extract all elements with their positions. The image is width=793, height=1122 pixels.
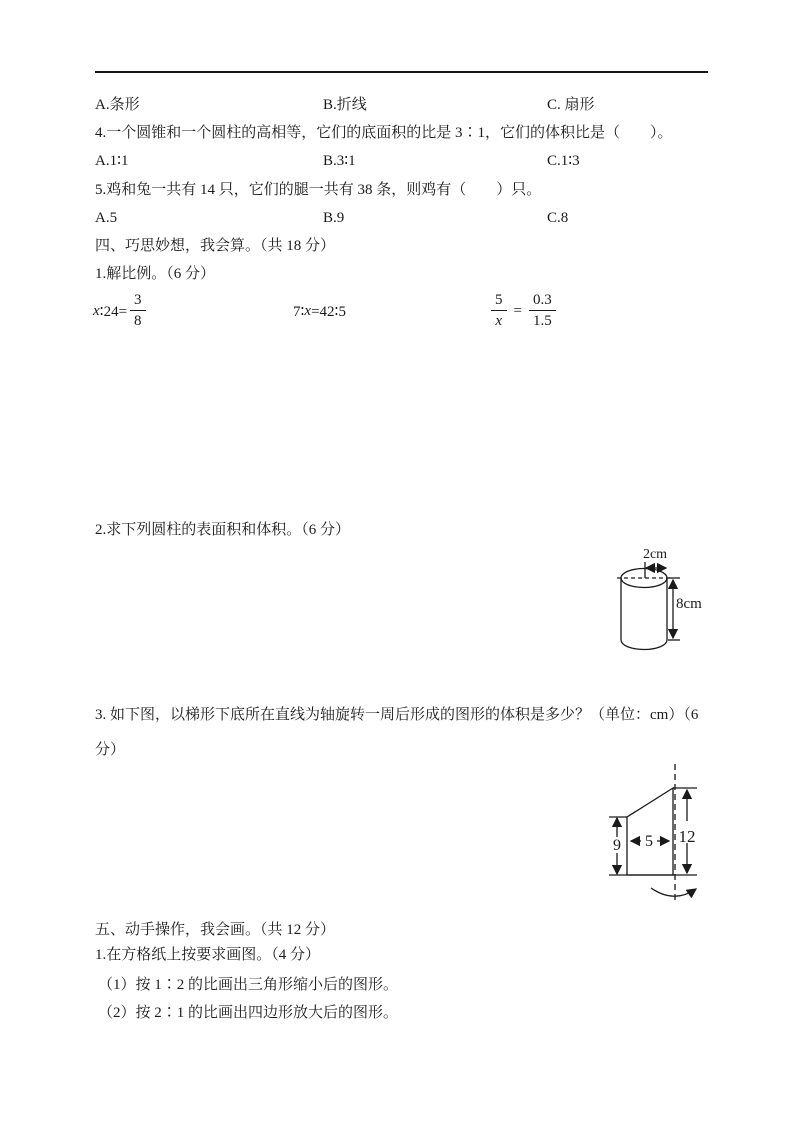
fraction-denominator: x: [495, 313, 503, 329]
trapezoid-figure: [600, 758, 710, 908]
question-5-text: 5.鸡和兔一共有 14 只，它们的腿一共有 38 条，则鸡有（ ）只。: [95, 182, 542, 198]
equation-2: [293, 288, 346, 334]
trapezoid-outline: [627, 788, 673, 875]
rotation-arrow-arc: [651, 888, 696, 896]
choice-row-3: [0, 208, 793, 228]
fraction-numerator: 3: [130, 292, 146, 311]
section-5-heading: 五、动手操作，我会画。（共 12 分）: [95, 922, 336, 938]
cylinder-height-label: 8cm: [676, 596, 702, 612]
fraction-denominator: 1.5: [532, 313, 552, 329]
equation-text: 7∶: [293, 303, 305, 320]
fraction: [529, 292, 556, 330]
trapezoid-width-label: 5: [645, 833, 653, 850]
section-4-q1-label: 1.解比例。（6 分）: [95, 266, 216, 282]
choice-option-b: B.3∶1: [323, 153, 356, 169]
equals-sign: =: [513, 302, 522, 319]
fraction: [491, 292, 507, 330]
choice-option-c: C. 扇形: [547, 97, 595, 113]
section-4-q3-line2: 分）: [95, 742, 126, 758]
choice-option-b: B.9: [323, 210, 345, 226]
header-rule: [95, 71, 708, 73]
choice-row-2: [0, 151, 793, 171]
section-5-item-2: （2）按 2∶1 的比画出四边形放大后的图形。: [98, 1005, 399, 1021]
fraction: [130, 292, 146, 330]
equation-variable: x: [304, 302, 312, 319]
fraction-numerator: 5: [491, 292, 507, 311]
solve-proportion-equations: [0, 288, 793, 334]
choice-option-c: C.1∶3: [547, 153, 580, 169]
section-4-q2-label: 2.求下列圆柱的表面积和体积。（6 分）: [95, 522, 351, 538]
section-4-heading: 四、巧思妙想，我会算。（共 18 分）: [95, 238, 336, 254]
question-4-text: 4.一个圆锥和一个圆柱的高相等，它们的底面积的比是 3∶1，它们的体积比是（ ）。: [95, 125, 673, 141]
equation-text: ∶24=: [99, 303, 128, 320]
trapezoid-right-height-label: 12: [678, 827, 696, 846]
choice-option-c: C.8: [547, 210, 569, 226]
choice-option-a: A.1∶1: [95, 153, 129, 169]
equation-text: =42∶5: [311, 303, 346, 320]
equation-1: [93, 288, 149, 334]
choice-option-a: A.条形: [95, 97, 140, 113]
cylinder-bottom-arc: [621, 640, 667, 650]
equation-variable: x: [93, 302, 100, 319]
trapezoid-left-height-label: 9: [613, 837, 621, 854]
section-5-q1-label: 1.在方格纸上按要求画图。（4 分）: [95, 947, 321, 963]
cylinder-radius-label: 2cm: [642, 547, 668, 562]
choice-option-a: A.5: [95, 210, 118, 226]
section-5-item-1: （1）按 1∶2 的比画出三角形缩小后的图形。: [98, 977, 399, 993]
fraction-numerator: 0.3: [529, 292, 556, 311]
choice-row-1: [0, 95, 793, 115]
fraction-denominator: 8: [134, 313, 142, 329]
choice-option-b: B.折线: [323, 97, 367, 113]
section-4-q3-line1: 3. 如下图，以梯形下底所在直线为轴旋转一周后形成的图形的体积是多少？（单位：cm）（6: [95, 707, 699, 723]
cylinder-figure: [605, 542, 717, 660]
equation-3: [488, 288, 559, 334]
